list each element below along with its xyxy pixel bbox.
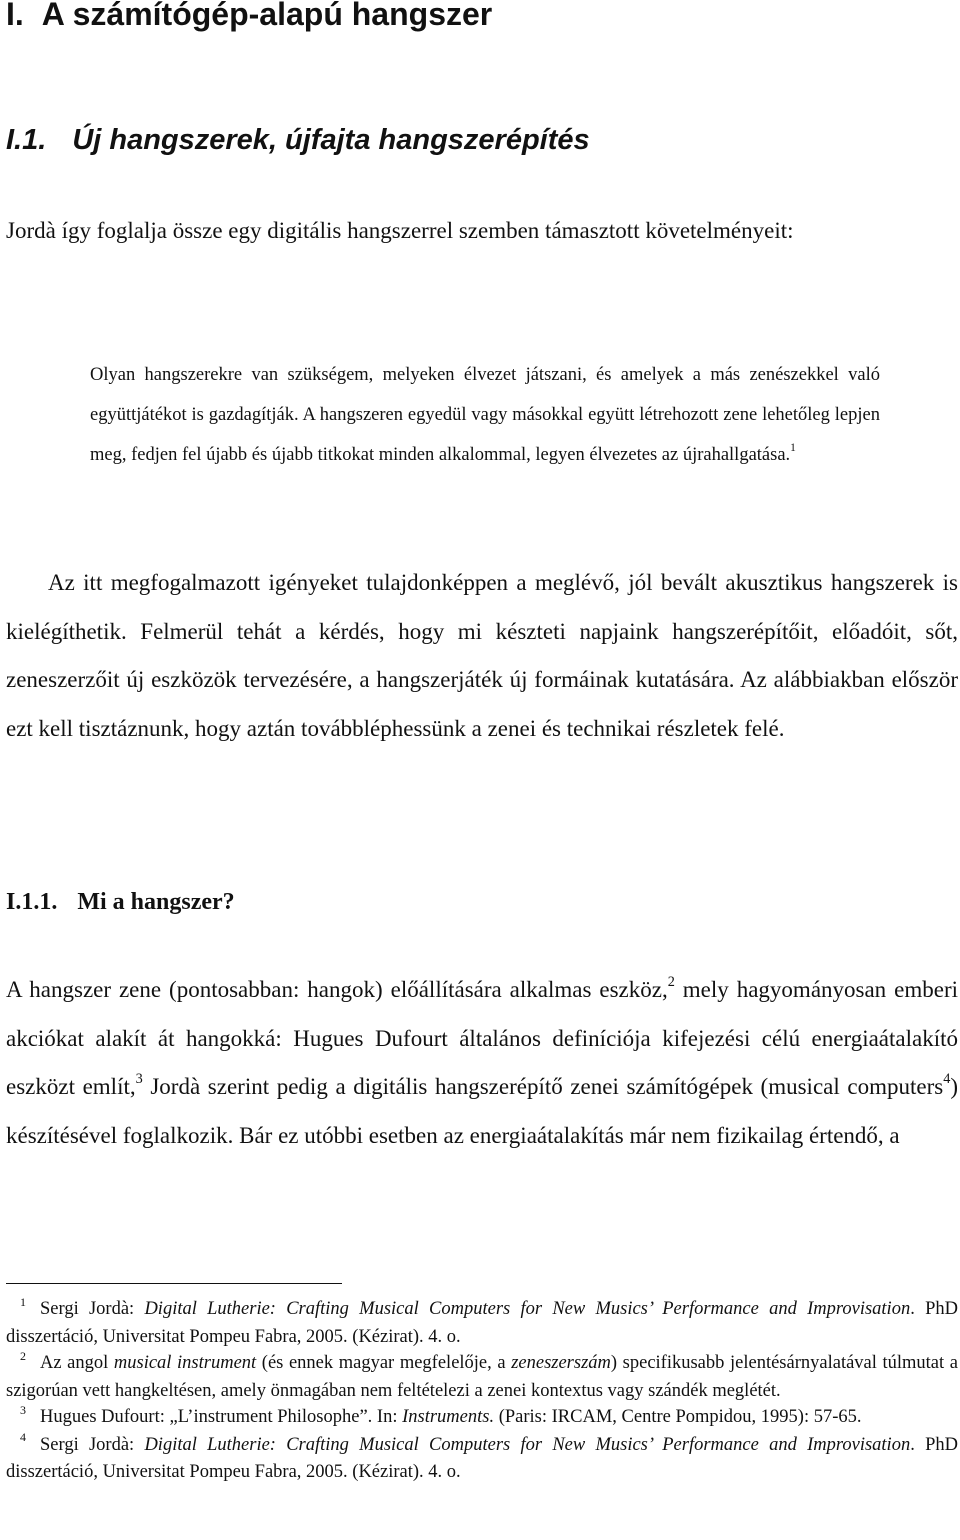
- section-title: Új hangszerek, újfajta hangszerépítés: [72, 124, 590, 156]
- footnote-text: (és ennek magyar megfelelője, a: [256, 1353, 512, 1373]
- footnotes: [6, 1296, 958, 1486]
- footnote-4: [6, 1432, 958, 1486]
- block-quote: [90, 355, 880, 475]
- footnote-journal: Instruments.: [402, 1407, 495, 1427]
- footnote-1: [6, 1296, 958, 1350]
- quote-text: Olyan hangszerekre van szükségem, melyeken élvezet játszani, és amelyek a más zenészekkel való együttjátékot is gazdagítják. A hangszeren egyedül vagy másokkal együtt létrehozott zene lehetőleg lepjen meg, fedjen fel újabb és újabb titkokat minden alkalommal, legyen élvezetes az újrahallgatása.: [90, 365, 880, 465]
- footnote-number: 3: [20, 1402, 26, 1417]
- footnote-ref-3[interactable]: 3: [135, 1071, 143, 1088]
- paragraph-text: ) készítésével foglalkozik. Bár ez utóbbi esetben az energiaátalakítás már nem fizikailag értendő, a: [6, 1074, 958, 1148]
- subsection-heading: [6, 882, 235, 922]
- chapter-heading: [6, 0, 492, 34]
- footnote-3: [6, 1404, 958, 1432]
- footnote-author: Sergi Jordà:: [40, 1434, 145, 1455]
- subsection-number: I.1.1.: [6, 889, 58, 915]
- body-paragraph-requirements: Az itt megfogalmazott igényeket tulajdonképpen a meglévő, jól bevált akusztikus hangszerek is kielégíthetik. Felmerül tehát a kérdés, hogy mi készteti napjaink hangszerépítőit, előadóit, sőt, zeneszerzőit új eszközök tervezésére, a hangszerjáték új formáinak kutatására. Az alábbiakban először ezt kell tisztáznunk, hogy aztán továbbléphessünk a zenei és technikai részletek felé.: [6, 570, 958, 741]
- footnote-number: 2: [20, 1348, 26, 1363]
- footnote-title: Digital Lutherie: Crafting Musical Computers for New Musics’ Performance and Improvisation: [144, 1434, 911, 1455]
- footnote-term: zeneszerszám: [511, 1353, 611, 1373]
- section-number: I.1.: [6, 124, 47, 156]
- footnote-2: [6, 1350, 958, 1404]
- footnote-ref-1[interactable]: 1: [790, 442, 796, 455]
- footnote-number: 4: [20, 1430, 26, 1445]
- footnote-separator: [6, 1283, 342, 1284]
- footnote-text: Az angol: [40, 1353, 114, 1373]
- body-paragraph-instrument: [6, 966, 958, 1160]
- footnote-author: Sergi Jordà:: [40, 1299, 145, 1319]
- footnote-number: 1: [20, 1294, 26, 1309]
- footnote-text: ) specifikusabb jelentésárnyalatával túlmutat a szigorúan vett hangkeltésen, amely önmagában nem feltételezi a zenei kontextus vagy szándék meglétét.: [6, 1353, 958, 1401]
- footnote-term: musical instrument: [113, 1353, 257, 1373]
- footnote-title: Digital Lutherie: Crafting Musical Computers for New Musics’ Performance and Improvisation: [144, 1299, 911, 1319]
- footnote-citation: . PhD disszertáció, Universitat Pompeu Fabra, 2005. (Kézirat). 4. o.: [6, 1299, 958, 1347]
- footnote-citation: (Paris: IRCAM, Centre Pompidou, 1995): 57-65.: [494, 1407, 862, 1427]
- footnote-text: Hugues Dufourt: „L’instrument Philosophe”. In:: [40, 1407, 403, 1427]
- paragraph-text: A hangszer zene (pontosabban: hangok) előállítására alkalmas eszköz,: [6, 977, 668, 1002]
- footnote-citation: . PhD disszertáció, Universitat Pompeu Fabra, 2005. (Kézirat). 4. o.: [6, 1434, 958, 1482]
- paragraph-text: Jordà szerint pedig a digitális hangszerépítő zenei számítógépek (musical computers: [142, 1074, 944, 1099]
- intro-paragraph: Jordà így foglalja össze egy digitális hangszerrel szemben támasztott követelményeit:: [6, 218, 794, 243]
- footnote-ref-2[interactable]: 2: [667, 974, 675, 991]
- paragraph-text: mely hagyományosan emberi akciókat alakít át hangokká: Hugues Dufourt általános definíciója kifejezési célú energiaátalakító eszközt említ,: [6, 977, 958, 1099]
- section-heading: [6, 120, 590, 160]
- footnote-ref-4[interactable]: 4: [943, 1071, 951, 1088]
- chapter-title: A számítógép-alapú hangszer: [41, 0, 493, 32]
- chapter-number: I.: [6, 0, 24, 32]
- subsection-title: Mi a hangszer?: [77, 889, 235, 915]
